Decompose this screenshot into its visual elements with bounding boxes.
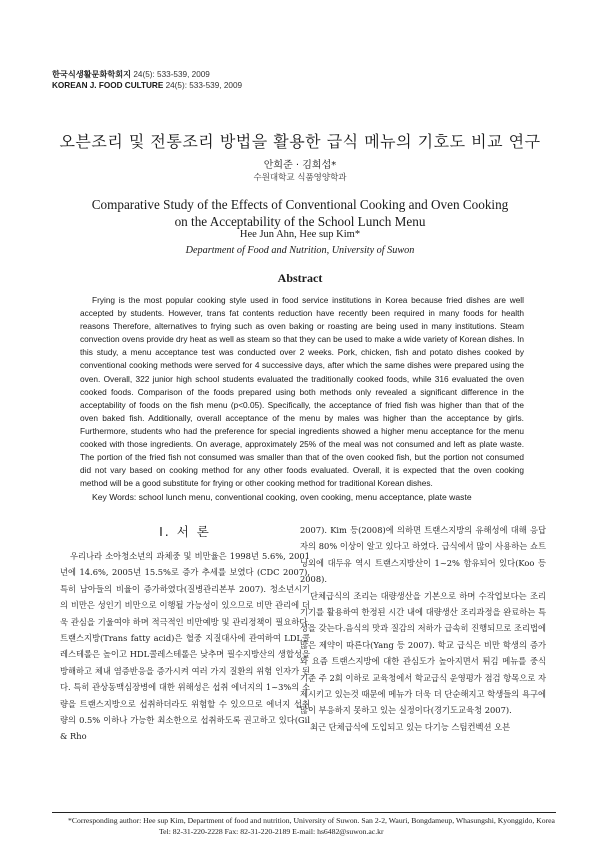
body-column-right [300,522,546,735]
journal-name-en: KOREAN J. FOOD CULTURE [52,81,164,90]
journal-name-ko: 한국식생활문화학회지 [52,70,132,79]
journal-header [52,69,242,91]
footnote-contact: Tel: 82-31-220-2228 Fax: 82-31-220-2189 E-mail: hs6482@suwon.ac.kr [159,827,384,836]
intro-paragraph-3: 최근 단체급식에 도입되고 있는 다기능 스팀컨벡션 오븐 [310,721,511,732]
english-title-line-2: on the Acceptability of the School Lunch Menu [174,214,426,229]
keywords: Key Words: school lunch menu, conventional cooking, oven cooking, menu acceptance, plate waste [92,492,472,502]
body-column-left [60,522,310,745]
english-authors: Hee Jun Ahn, Hee sup Kim* [239,229,361,240]
footnote-divider [52,812,556,813]
english-title-line-1: Comparative Study of the Effects of Conventional Cooking and Oven Cooking [91,197,509,212]
corresponding-author-footnote [68,815,558,837]
abstract-body [80,294,524,490]
korean-affiliation: 수원대학교 식품영양학과 [253,173,347,183]
footnote-address: *Corresponding author: Hee sup Kim, Department of food and nutrition, University of Suwon. San 2-2, Wauri, Bongdameup, Whasungshi, Kyonggido, Korea [68,816,555,825]
journal-volume-en: 24(5): 533-539, 2009 [165,81,243,90]
intro-paragraph-1: 우리나라 소아청소년의 과체중 및 비만율은 1998년 5.6%, 2001년에 14.6%, 2005년 15.5%로 증가 추세를 보였다 (CDC 2007), 특히 남아들의 비율이 증가하였다(질병관리본부 2007). 청소년시기의 비만은 성인기 비만으로 이행될 가능성이 있으므로 비만 관리에 더욱 관심을 기울여야 하며 적극적인 비만예방 및 관리정책이 필요하다. 트랜스지방(Trans fatty acid)은 혈중 지질대사에 관여하여 LDL콜레스테롤은 높이고 HDL콜레스테롤은 낮추며 필수지방산의 생합성을 방해하고 체내 염증반응을 증가시켜 여러 가지 질환의 위험 인자가 된다. 특히 관상동맥심장병에 대한 위해성은 섭취 에너지의 1~3%의 소량을 트랜스지방으로 섭취하더라도 위험할 수 있으므로 에너지 섭취량의 0.5% 이하나 가능한 최소한으로 섭취하도록 권고하고 있다(Gil & Rho [60,551,310,742]
abstract-text: Frying is the most popular cooking style used in food service institutions in Korea because fried dishes are well accepted by students. However, trans fat contents reduction have recently been required in many foods for health reasons Therefore, alternatives to frying such as oven baking or roasting are being used in many institutions. Steam convection ovens provide dry heat as well as steam so that they can be used to make a wide variety of Korean dishes. In this study, a menu acceptance test was conducted over 2 weeks. Pork, chicken, fish and potato dishes cooked by conventional cooking methods were served for 4 successive days, after which the same dishes were prepared using the oven. Overall, 322 junior high school students evaluated the traditionally cooked foods, while 316 evaluated the oven cooked foods. Comparison of the foods prepared using both methods only revealed a significant difference in the acceptability of foods on the fish menu (p<0.05). Specifically, the acceptance of fried fish was higher than that of the oven baked fish. Additionally, overall acceptance of the menu by males was higher than the acceptance by girls. Furthermore, students who had the preference for special ingredients showed a higher menu acceptance for the menu cooked with those ingredients. On average, approximately 25% of the meal was not consumed and left as plate waste. The portion of the fried fish not consumed was smaller than that of the oven cooked fish, but the portion not consumed did not vary based on cooking method for any other foods evaluated. Overall, it is expected that the oven cooking method will be a good substitute for frying or other cooking method for traditional Korean dishes. [80,295,524,489]
english-affiliation: Department of Food and Nutrition, University of Suwon [185,245,415,256]
korean-authors: 안희준 · 김희섭* [263,160,337,171]
english-title [0,196,600,230]
section-heading-introduction: Ⅰ. 서 론 [159,524,211,539]
intro-paragraph-2: 단체급식의 조리는 대량생산을 기본으로 하며 수작업보다는 조리기기를 활용하여 한정된 시간 내에 대량생산 조리과정을 완료하는 특성을 갖는다.음식의 맛과 질감의 저하가 급속히 진행되므로 조리법에 많은 제약이 따른다(Yang 등 2007). 학교 급식은 비만 학생의 증가와 요즘 트랜스지방에 대한 관심도가 높아지면서 튀김 메뉴를 중식 기준 주 2회 이하로 교육청에서 학교급식 운영평가 점검 항목으로 자제시키고 있는것 때문에 메뉴가 더욱 더 단순해지고 학생들의 욕구에 많이 부응하지 못하고 있는 실정이다(경기도교육청 2007). [300,590,546,716]
intro-paragraph-1-continued: 2007). Kim 등(2008)에 의하면 트랜스지방의 유해성에 대해 응답자의 80% 이상이 알고 있다고 하였다. 급식에서 많이 사용하는 쇼트닝외에 대두유 역시 트랜스지방산이 1~2% 함유되어 있다(Koo 등 2008). [300,525,546,585]
journal-volume-ko: 24(5): 533-539, 2009 [133,70,210,79]
abstract-heading: Abstract [277,271,323,285]
korean-title: 오븐조리 및 전통조리 방법을 활용한 급식 메뉴의 기호도 비교 연구 [59,132,541,151]
